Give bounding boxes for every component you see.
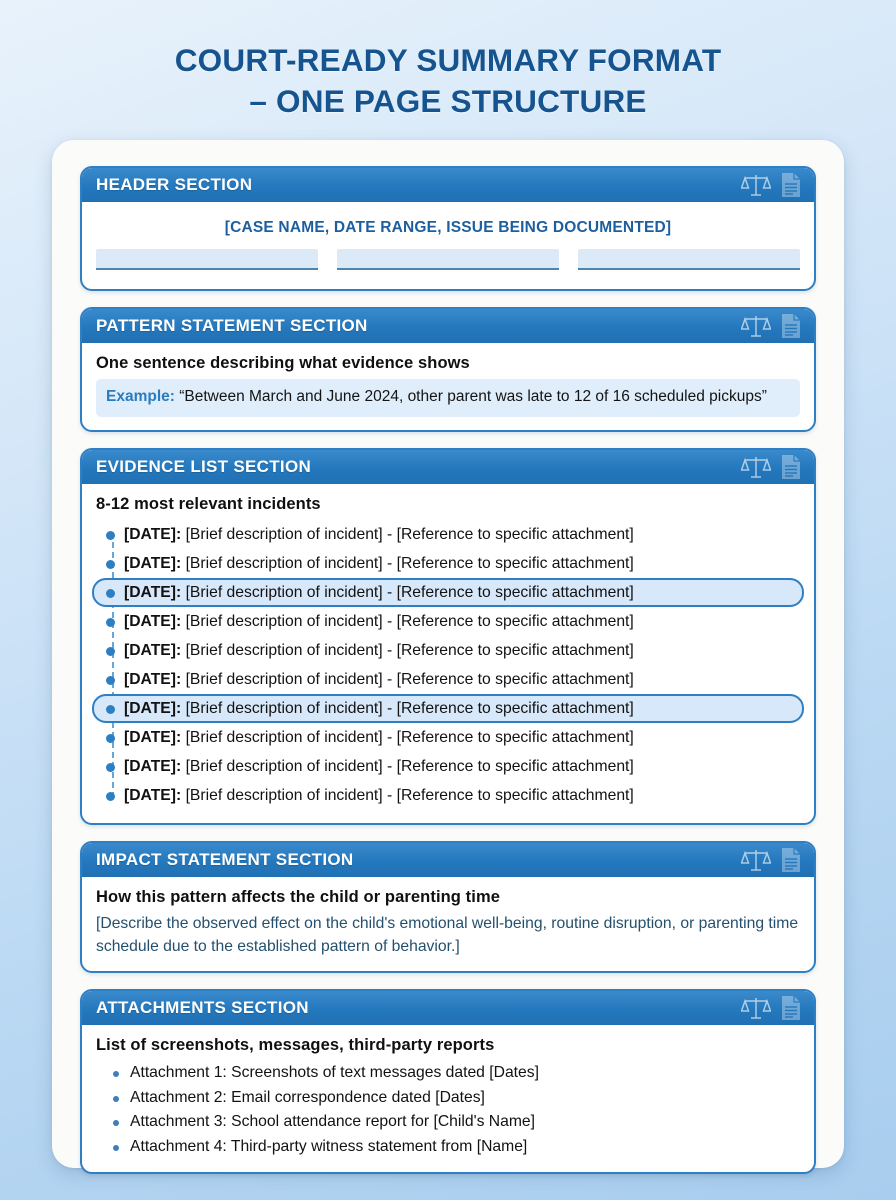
case-name-line: [CASE NAME, DATE RANGE, ISSUE BEING DOCUMENTED] xyxy=(224,219,672,236)
impact-statement-section xyxy=(80,841,816,973)
attachment-list-item[interactable]: Attachment 2: Email correspondence dated [Dates] xyxy=(110,1086,800,1111)
document-icon xyxy=(780,995,802,1021)
header-section-body xyxy=(82,202,814,289)
evidence-row-description: [Brief description of incident] - [Reference to specific attachment] xyxy=(181,670,634,688)
timeline-dot-icon xyxy=(106,647,115,656)
evidence-timeline xyxy=(96,520,800,810)
evidence-row-text xyxy=(124,555,634,573)
pattern-statement-lead: One sentence describing what evidence shows xyxy=(96,354,470,372)
evidence-row-text xyxy=(124,526,634,544)
timeline-dot-icon xyxy=(106,560,115,569)
evidence-row-text xyxy=(124,613,634,631)
evidence-row-text xyxy=(124,671,634,689)
document-icon xyxy=(780,847,802,873)
attachments-lead: List of screenshots, messages, third-party reports xyxy=(96,1036,495,1054)
scales-of-justice-icon xyxy=(741,996,771,1020)
evidence-row-date: [DATE]: xyxy=(124,728,182,746)
evidence-row-date: [DATE]: xyxy=(124,554,182,572)
case-name-field[interactable] xyxy=(96,249,318,270)
impact-statement-titlebar xyxy=(82,843,814,877)
pattern-statement-icons xyxy=(741,313,802,339)
evidence-row-date: [DATE]: xyxy=(124,757,182,775)
evidence-row-description: [Brief description of incident] - [Reference to specific attachment] xyxy=(181,583,634,601)
attachment-list-item[interactable]: Attachment 1: Screenshots of text messages dated [Dates] xyxy=(110,1061,800,1086)
scales-of-justice-icon xyxy=(741,455,771,479)
impact-statement-title: IMPACT STATEMENT SECTION xyxy=(96,850,354,869)
evidence-row[interactable] xyxy=(92,607,804,636)
page-title xyxy=(0,0,896,122)
scales-of-justice-icon xyxy=(741,314,771,338)
evidence-row[interactable] xyxy=(92,520,804,549)
evidence-row-text xyxy=(124,584,634,602)
attachments-title: ATTACHMENTS SECTION xyxy=(96,998,309,1017)
evidence-row[interactable] xyxy=(92,723,804,752)
scales-of-justice-icon xyxy=(741,848,771,872)
evidence-list-titlebar xyxy=(82,450,814,484)
impact-statement-icons xyxy=(741,847,802,873)
header-section xyxy=(80,166,816,291)
evidence-row-description: [Brief description of incident] - [Reference to specific attachment] xyxy=(181,728,634,746)
evidence-list-body xyxy=(82,484,814,823)
evidence-row[interactable] xyxy=(92,694,804,723)
evidence-row[interactable] xyxy=(92,781,804,810)
evidence-row-text xyxy=(124,787,634,805)
pattern-statement-section xyxy=(80,307,816,432)
evidence-row[interactable] xyxy=(92,636,804,665)
impact-statement-body xyxy=(82,877,814,971)
document-icon xyxy=(780,172,802,198)
page-title-line-2: – ONE PAGE STRUCTURE xyxy=(249,83,647,119)
evidence-row-text xyxy=(124,758,634,776)
attachments-section xyxy=(80,989,816,1174)
timeline-dot-icon xyxy=(106,531,115,540)
evidence-row-description: [Brief description of incident] - [Reference to specific attachment] xyxy=(181,612,634,630)
evidence-row-text xyxy=(124,729,634,747)
evidence-row-description: [Brief description of incident] - [Reference to specific attachment] xyxy=(181,554,634,572)
evidence-row-date: [DATE]: xyxy=(124,583,182,601)
evidence-row-description: [Brief description of incident] - [Reference to specific attachment] xyxy=(181,786,634,804)
pattern-example-label: Example: xyxy=(106,388,175,405)
timeline-dot-icon xyxy=(106,792,115,801)
evidence-row-description: [Brief description of incident] - [Reference to specific attachment] xyxy=(181,699,634,717)
evidence-row-date: [DATE]: xyxy=(124,612,182,630)
evidence-list-section xyxy=(80,448,816,825)
header-section-title: HEADER SECTION xyxy=(96,175,253,194)
issue-field[interactable] xyxy=(578,249,800,270)
impact-statement-text: [Describe the observed effect on the child's emotional well-being, routine disruption, or parenting time schedule due to the established pattern of behavior.] xyxy=(96,915,799,955)
evidence-row[interactable] xyxy=(92,578,804,607)
attachments-titlebar xyxy=(82,991,814,1025)
pattern-statement-body xyxy=(82,343,814,430)
evidence-row-date: [DATE]: xyxy=(124,670,182,688)
evidence-row-date: [DATE]: xyxy=(124,786,182,804)
timeline-dot-icon xyxy=(106,618,115,627)
timeline-dot-icon xyxy=(106,589,115,598)
evidence-row-date: [DATE]: xyxy=(124,641,182,659)
evidence-row-description: [Brief description of incident] - [Reference to specific attachment] xyxy=(181,525,634,543)
attachments-body xyxy=(82,1025,814,1172)
evidence-row-description: [Brief description of incident] - [Reference to specific attachment] xyxy=(181,641,634,659)
document-sheet xyxy=(52,140,844,1168)
evidence-row[interactable] xyxy=(92,549,804,578)
evidence-list-lead: 8-12 most relevant incidents xyxy=(96,495,321,513)
evidence-row-description: [Brief description of incident] - [Reference to specific attachment] xyxy=(181,757,634,775)
pattern-example-callout xyxy=(96,379,800,417)
date-range-field[interactable] xyxy=(337,249,559,270)
timeline-dot-icon xyxy=(106,734,115,743)
page-title-line-1: COURT-READY SUMMARY FORMAT xyxy=(174,42,722,78)
pattern-statement-titlebar xyxy=(82,309,814,343)
timeline-dot-icon xyxy=(106,763,115,772)
timeline-dot-icon xyxy=(106,705,115,714)
attachment-list-item[interactable]: Attachment 3: School attendance report for [Child's Name] xyxy=(110,1110,800,1135)
attachments-list xyxy=(96,1061,800,1159)
evidence-row[interactable] xyxy=(92,665,804,694)
header-field-row xyxy=(96,241,800,276)
evidence-list-icons xyxy=(741,454,802,480)
header-section-icons xyxy=(741,172,802,198)
evidence-row-text xyxy=(124,700,634,718)
timeline-dot-icon xyxy=(106,676,115,685)
scales-of-justice-icon xyxy=(741,173,771,197)
document-icon xyxy=(780,454,802,480)
evidence-row[interactable] xyxy=(92,752,804,781)
pattern-statement-title: PATTERN STATEMENT SECTION xyxy=(96,316,368,335)
evidence-row-date: [DATE]: xyxy=(124,699,182,717)
pattern-example-text: “Between March and June 2024, other parent was late to 12 of 16 scheduled pickups” xyxy=(174,388,767,405)
evidence-row-text xyxy=(124,642,634,660)
header-section-titlebar xyxy=(82,168,814,202)
sheet-inner xyxy=(80,166,816,1174)
evidence-list-title: EVIDENCE LIST SECTION xyxy=(96,457,312,476)
document-icon xyxy=(780,313,802,339)
impact-statement-lead: How this pattern affects the child or parenting time xyxy=(96,888,500,906)
evidence-row-date: [DATE]: xyxy=(124,525,182,543)
attachments-icons xyxy=(741,995,802,1021)
attachment-list-item[interactable]: Attachment 4: Third-party witness statement from [Name] xyxy=(110,1135,800,1160)
